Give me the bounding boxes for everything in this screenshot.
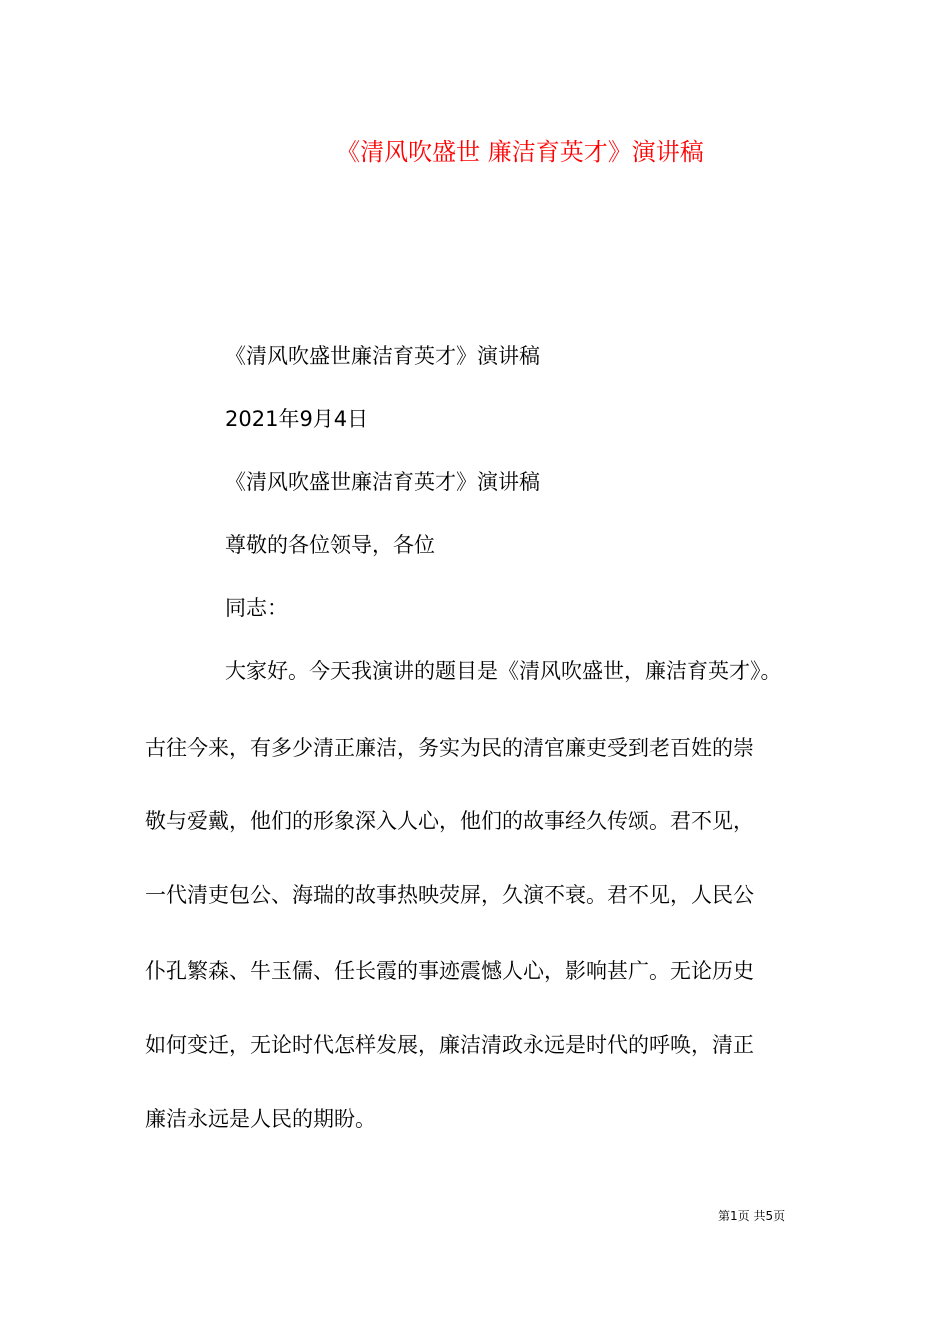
paragraph-line: 敬与爱戴，他们的形象深入人心，他们的故事经久传颂。君不见，	[145, 809, 754, 833]
salutation-continuation-line: 同志：	[225, 596, 288, 620]
date-line: 2021年9月4日	[225, 407, 369, 431]
paragraph-line: 一代清吏包公、海瑞的故事热映荧屏，久演不衰。君不见，人民公	[145, 883, 754, 907]
paragraph-opening-line: 大家好。今天我演讲的题目是《清风吹盛世，廉洁育英才》。	[225, 659, 782, 683]
page-number-footer: 第1页 共5页	[718, 1209, 786, 1223]
paragraph-line: 仆孔繁森、牛玉儒、任长霞的事迹震憾人心，影响甚广。无论历史	[145, 959, 754, 983]
document-title: 《清风吹盛世 廉洁育英才》演讲稿	[336, 138, 704, 166]
paragraph-line: 古往今来，有多少清正廉洁，务实为民的清官廉吏受到老百姓的崇	[145, 736, 754, 760]
speech-title-line: 《清风吹盛世廉洁育英才》演讲稿	[225, 344, 540, 368]
paragraph-line: 廉洁永远是人民的期盼。	[145, 1107, 376, 1131]
salutation-line: 尊敬的各位领导，各位	[225, 533, 435, 557]
paragraph-line: 如何变迁，无论时代怎样发展，廉洁清政永远是时代的呼唤，清正	[145, 1033, 754, 1057]
speech-title-repeat-line: 《清风吹盛世廉洁育英才》演讲稿	[225, 470, 540, 494]
